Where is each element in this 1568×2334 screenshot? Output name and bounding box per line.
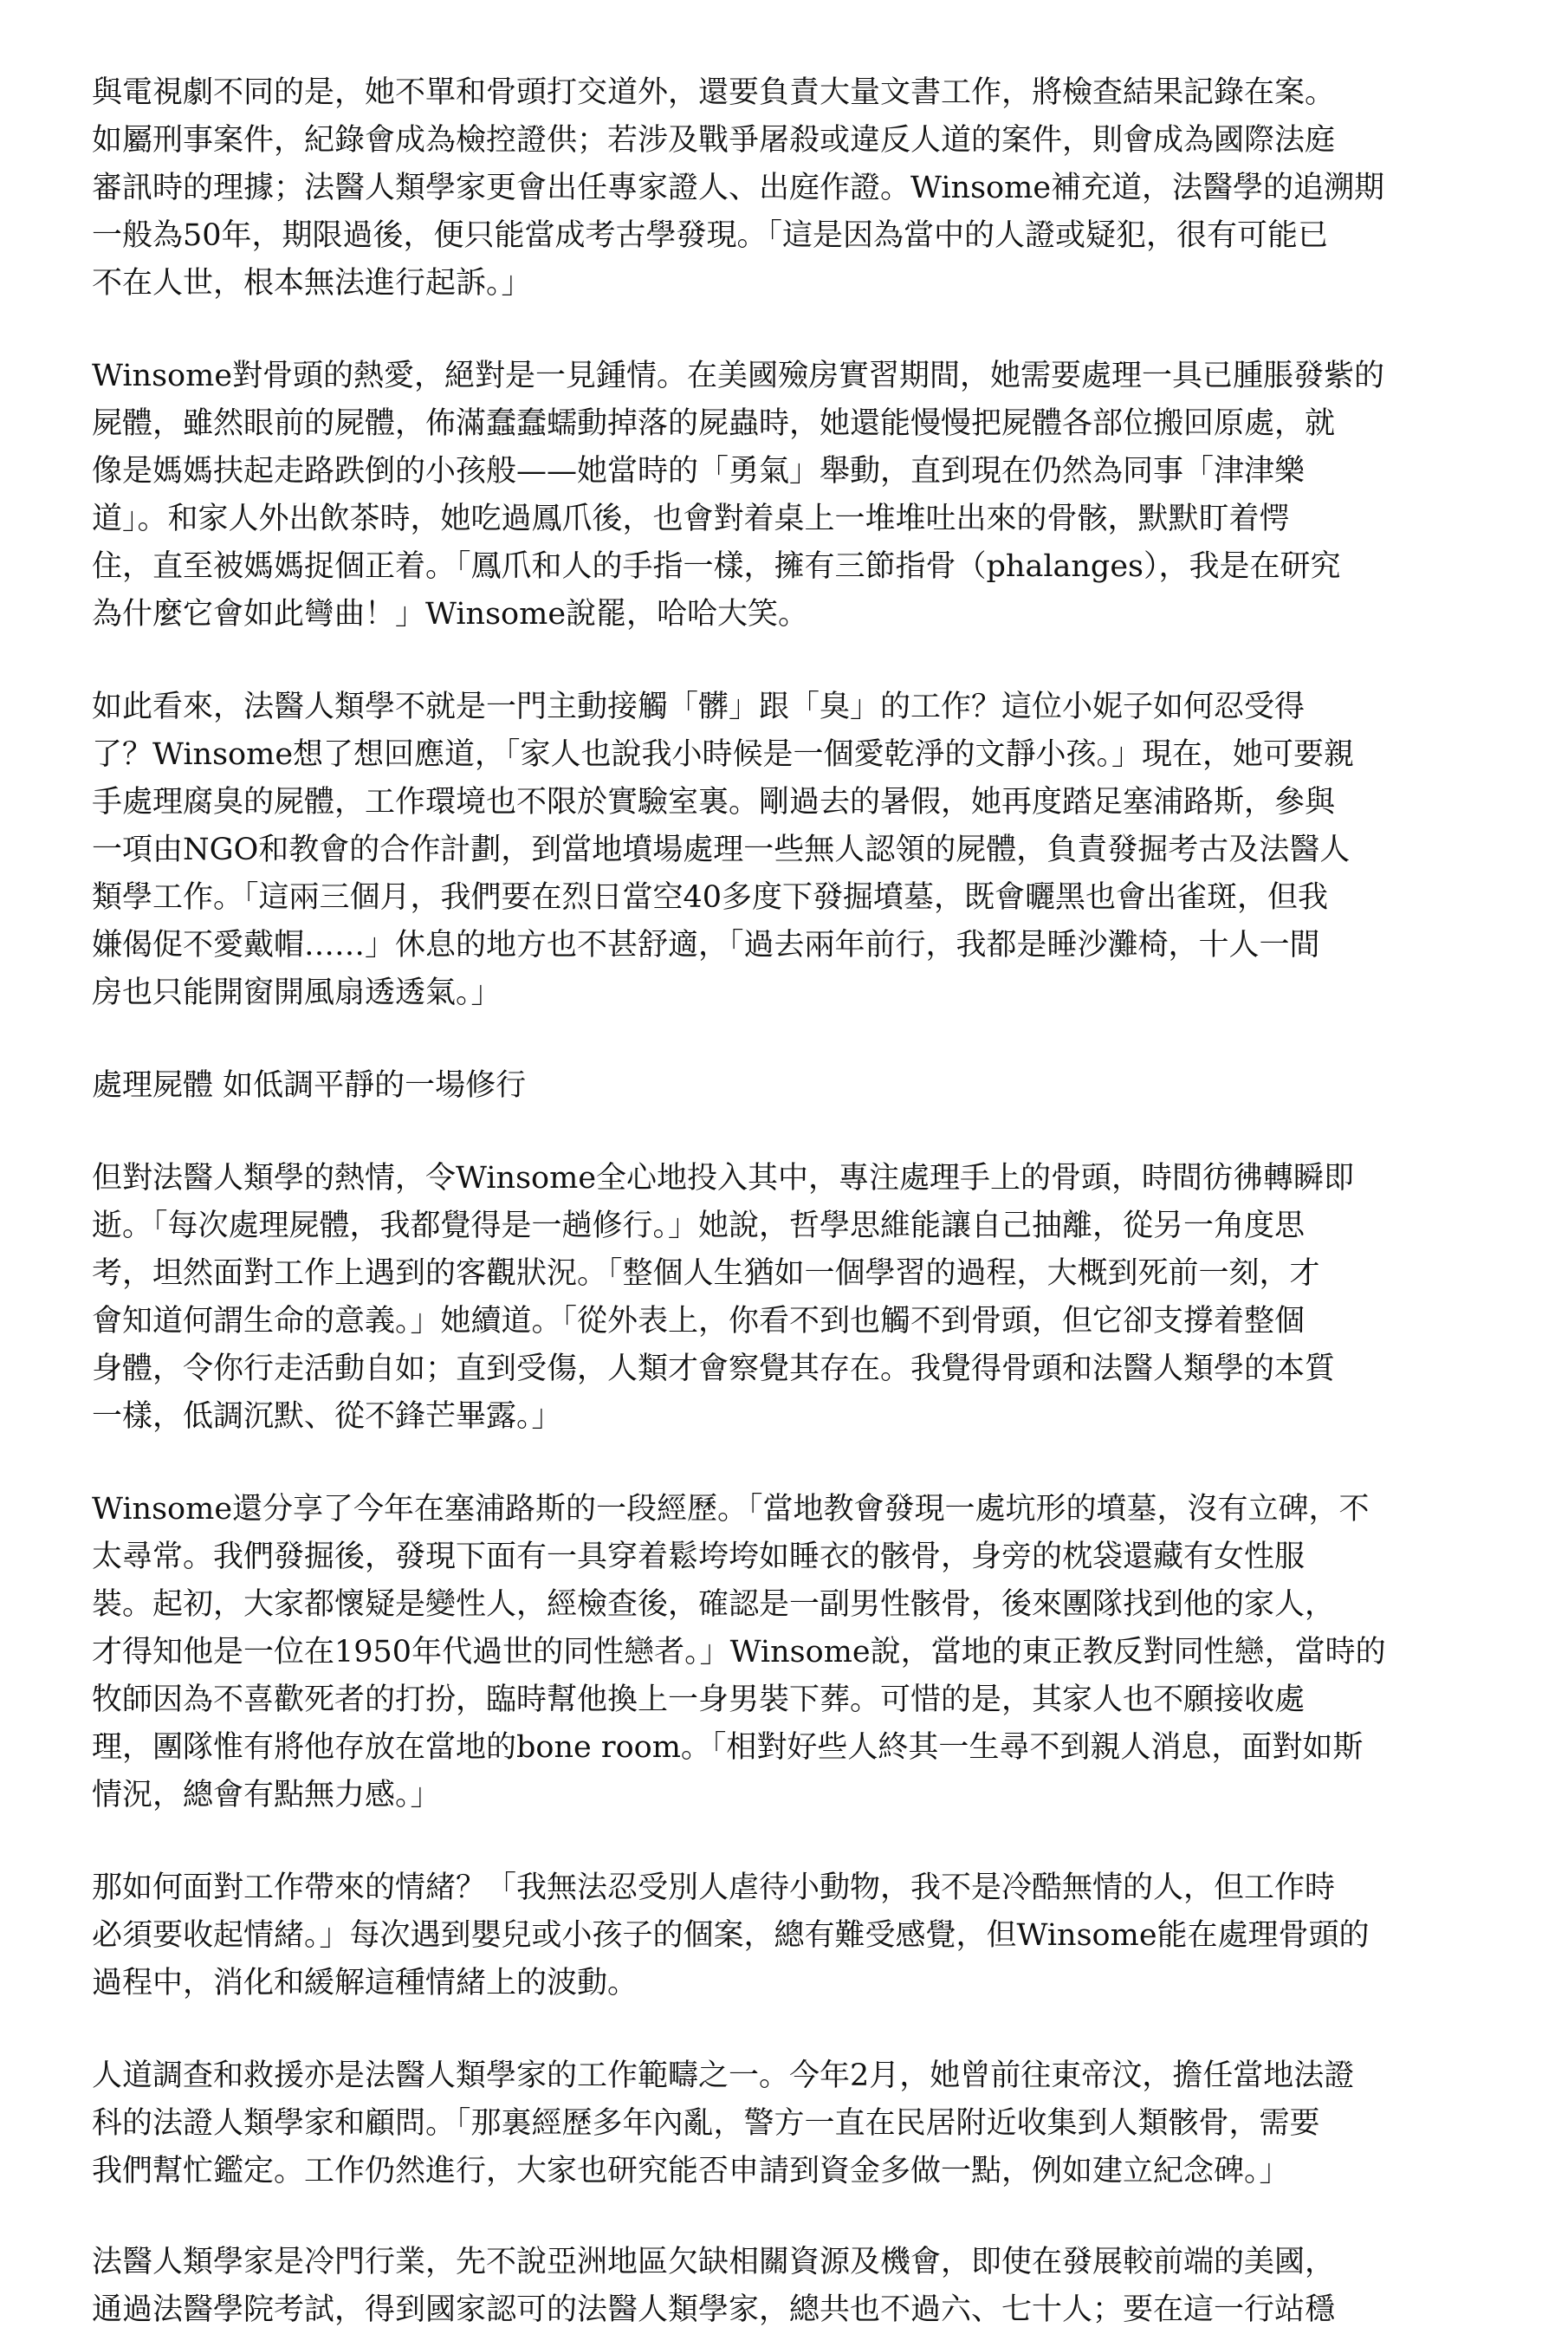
- paragraph-6: [92, 1864, 1495, 2007]
- text-line: 才得知他是一位在1950年代過世的同性戀者。」Winsome說，當地的東正教反對同性戀，當時的: [92, 1635, 1386, 1669]
- text-line: 了？Winsome想了想回應道，「家人也說我小時候是一個愛乾淨的文靜小孩。」現在，她可要親: [92, 737, 1355, 772]
- text-line: 過程中，消化和緩解這種情緒上的波動。: [92, 1966, 638, 2000]
- text-line: 裝。起初，大家都懷疑是變性人，經檢查後，確認是一副男性骸骨，後來團隊找到他的家人，: [92, 1587, 1336, 1622]
- paragraph-spacer: [92, 1819, 1495, 1864]
- paragraph-spacer: [92, 1441, 1495, 1486]
- text-line: 必須要收起情緒。」每次遇到嬰兒或小孩子的個案，總有難受感覺，但Winsome能在處理骨頭的: [92, 1918, 1370, 1953]
- paragraph-1: [92, 69, 1495, 308]
- text-line: 一般為50年，期限過後，便只能當成考古學發現。「這是因為當中的人證或疑犯，很有可能已: [92, 218, 1329, 253]
- paragraph-spacer: [92, 2195, 1495, 2239]
- text-line: 住，直至被媽媽捉個正着。「鳳爪和人的手指一樣，擁有三節指骨（phalanges），我是在研究: [92, 549, 1341, 584]
- document-body: [92, 69, 1495, 2334]
- text-line: 一樣，低調沉默、從不鋒芒畢露。」: [92, 1399, 562, 1434]
- paragraph-spacer: [92, 1110, 1495, 1155]
- text-line: 身體，令你行走活動自如；直到受傷，人類才會察覺其存在。我覺得骨頭和法醫人類學的本質: [92, 1352, 1336, 1386]
- text-line: 類學工作。「這兩三個月，我們要在烈日當空40多度下發掘墳墓，既會曬黑也會出雀斑，但我: [92, 880, 1329, 915]
- text-line: Winsome對骨頭的熱愛，絕對是一見鍾情。在美國殮房實習期間，她需要處理一具已腫脹發紫的: [92, 359, 1385, 393]
- text-line: 理，團隊惟有將他存放在當地的bone room。「相對好些人終其一生尋不到親人消息，面對如斯: [92, 1730, 1364, 1765]
- text-line: 像是媽媽扶起走路跌倒的小孩般——她當時的「勇氣」舉動，直到現在仍然為同事「津津樂: [92, 454, 1306, 489]
- section-heading: [92, 1062, 1495, 1110]
- text-line: 為什麼它會如此彎曲！」Winsome說罷，哈哈大笑。: [92, 597, 809, 632]
- paragraph-7: [92, 2052, 1495, 2195]
- text-line: Winsome還分享了今年在塞浦路斯的一段經歷。「當地教會發現一處坑形的墳墓，沒有立碑，不: [92, 1492, 1370, 1527]
- text-line: 法醫人類學家是冷門行業，先不說亞洲地區欠缺相關資源及機會，即使在發展較前端的美國，: [92, 2245, 1336, 2279]
- text-line: 人道調查和救援亦是法醫人類學家的工作範疇之一。今年2月，她曾前往東帝汶，擔任當地法證: [92, 2058, 1355, 2093]
- paragraph-spacer: [92, 2007, 1495, 2052]
- text-line: 那如何面對工作帶來的情緒？「我無法忍受別人虐待小動物，我不是冷酷無情的人，但工作時: [92, 1870, 1336, 1905]
- text-line: 情況，總會有點無力感。」: [92, 1778, 441, 1812]
- heading-line: 處理屍體 如低調平靜的一場修行: [92, 1068, 527, 1103]
- text-line: 一項由NGO和教會的合作計劃，到當地墳場處理一些無人認領的屍體，負責發掘考古及法醫人: [92, 833, 1351, 867]
- paragraph-8: [92, 2239, 1495, 2334]
- text-line: 會知道何謂生命的意義。」她續道。「從外表上，你看不到也觸不到骨頭，但它卻支撐着整個: [92, 1304, 1306, 1339]
- paragraph-3: [92, 684, 1495, 1017]
- text-line: 嫌偈促不愛戴帽……」休息的地方也不甚舒適，「過去兩年前行，我都是睡沙灘椅，十人一間: [92, 928, 1320, 963]
- paragraph-2: [92, 353, 1495, 639]
- text-line: 房也只能開窗開風扇透透氣。」: [92, 976, 502, 1010]
- text-line: 我們幫忙鑑定。工作仍然進行，大家也研究能否申請到資金多做一點，例如建立紀念碑。」: [92, 2154, 1290, 2188]
- text-line: 審訊時的理據；法醫人類學家更會出任專家證人、出庭作證。Winsome補充道，法醫學的追溯期: [92, 171, 1385, 205]
- text-line: 與電視劇不同的是，她不單和骨頭打交道外，還要負責大量文書工作，將檢查結果記錄在案。: [92, 75, 1336, 110]
- text-line: 通過法醫學院考試，得到國家認可的法醫人類學家，總共也不過六、七十人；要在這一行站穩: [92, 2292, 1336, 2327]
- text-line: 但對法醫人類學的熱情，令Winsome全心地投入其中，專注處理手上的骨頭，時間彷彿轉瞬即: [92, 1161, 1355, 1196]
- text-line: 太尋常。我們發掘後，發現下面有一具穿着鬆垮垮如睡衣的骸骨，身旁的枕袋還藏有女性服: [92, 1540, 1306, 1574]
- text-line: 屍體，雖然眼前的屍體，佈滿蠢蠢蠕動掉落的屍蟲時，她還能慢慢把屍體各部位搬回原處，就: [92, 406, 1336, 441]
- text-line: 手處理腐臭的屍體，工作環境也不限於實驗室裏。剛過去的暑假，她再度踏足塞浦路斯，參與: [92, 785, 1336, 820]
- text-line: 逝。「每次處理屍體，我都覺得是一趟修行。」她說，哲學思維能讓自己抽離，從另一角度思: [92, 1209, 1306, 1243]
- text-line: 科的法證人類學家和顧問。「那裏經歷多年內亂，警方一直在民居附近收集到人類骸骨，需要: [92, 2106, 1320, 2141]
- paragraph-spacer: [92, 639, 1495, 684]
- text-line: 如此看來，法醫人類學不就是一門主動接觸「髒」跟「臭」的工作？這位小妮子如何忍受得: [92, 690, 1306, 724]
- text-line: 道」。和家人外出飲茶時，她吃過鳳爪後，也會對着桌上一堆堆吐出來的骨骸，默默盯着愕: [92, 502, 1290, 536]
- text-line: 不在人世，根本無法進行起訴。」: [92, 266, 532, 301]
- paragraph-4: [92, 1155, 1495, 1441]
- paragraph-spacer: [92, 308, 1495, 353]
- paragraph-5: [92, 1486, 1495, 1819]
- text-line: 如屬刑事案件，紀錄會成為檢控證供；若涉及戰爭屠殺或違反人道的案件，則會成為國際法庭: [92, 123, 1336, 158]
- text-line: 考，坦然面對工作上遇到的客觀狀況。「整個人生猶如一個學習的過程，大概到死前一刻，才: [92, 1256, 1320, 1291]
- paragraph-spacer: [92, 1017, 1495, 1062]
- text-line: 牧師因為不喜歡死者的打扮，臨時幫他換上一身男裝下葬。可惜的是，其家人也不願接收處: [92, 1682, 1306, 1717]
